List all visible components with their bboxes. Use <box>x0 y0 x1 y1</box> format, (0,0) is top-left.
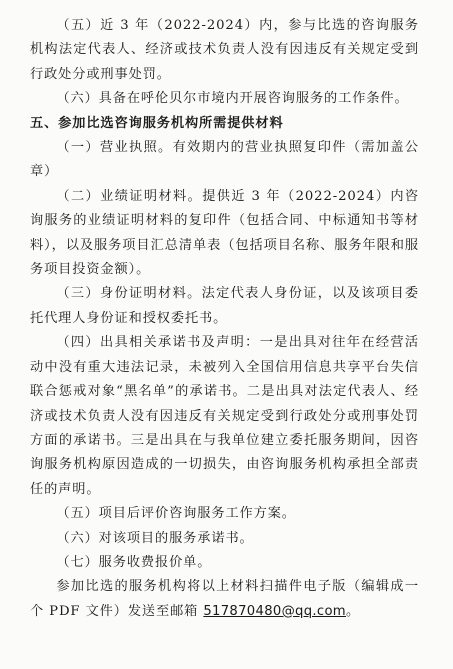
requirement-item-5: （五）近 3 年（2022-2024）内，参与比选的咨询服务机构法定代表人、经济或技术负责人没有因违反有关规定受到行政处分或刑事处罚。 <box>30 18 419 82</box>
material-item-6: （六）对该项目的服务承诺书。 <box>56 530 254 546</box>
email-link[interactable]: 517870480@qq.com <box>203 603 346 619</box>
material-item-3: （三）身份证明材料。法定代表人身份证，以及该项目委托代理人身份证和授权委托书。 <box>30 286 419 326</box>
section-5-heading: 五、参加比选咨询服务机构所需提供材料 <box>30 115 284 131</box>
submission-instruction <box>30 575 419 624</box>
submission-text: 参加比选的服务机构将以上材料扫描件电子版（编辑成一个 PDF 文件）发送至邮箱 <box>30 579 419 619</box>
material-item-4: （四）出具相关承诺书及声明：一是出具对往年在经营活动中没有重大违法记录，未被列入全国信用信息共享平台失信联合惩戒对象“黑名单”的承诺书。二是出具对法定代表人、经济或技术负责人没有因违反有关规定受到行政处分或刑事处罚方面的承诺书。三是出具在与我单位建立委托服务期间，因咨询服务机构原因造成的一切损失，由咨询服务机构承担全部责任的声明。 <box>30 335 419 497</box>
material-item-7: （七）服务收费报价单。 <box>56 554 212 570</box>
submission-end: 。 <box>345 603 361 619</box>
material-item-2: （二）业绩证明材料。提供近 3 年（2022-2024）内咨询服务的业绩证明材料的复印件（包括合同、中标通知书等材料），以及服务项目汇总清单表（包括项目名称、服务年限和服务项目投资金额）。 <box>30 188 419 278</box>
material-item-5: （五）项目后评价咨询服务工作方案。 <box>56 506 296 522</box>
requirement-item-6: （六）具备在呼伦贝尔市境内开展咨询服务的工作条件。 <box>56 91 409 107</box>
material-item-1: （一）营业执照。有效期内的营业执照复印件（需加盖公章） <box>30 140 419 180</box>
